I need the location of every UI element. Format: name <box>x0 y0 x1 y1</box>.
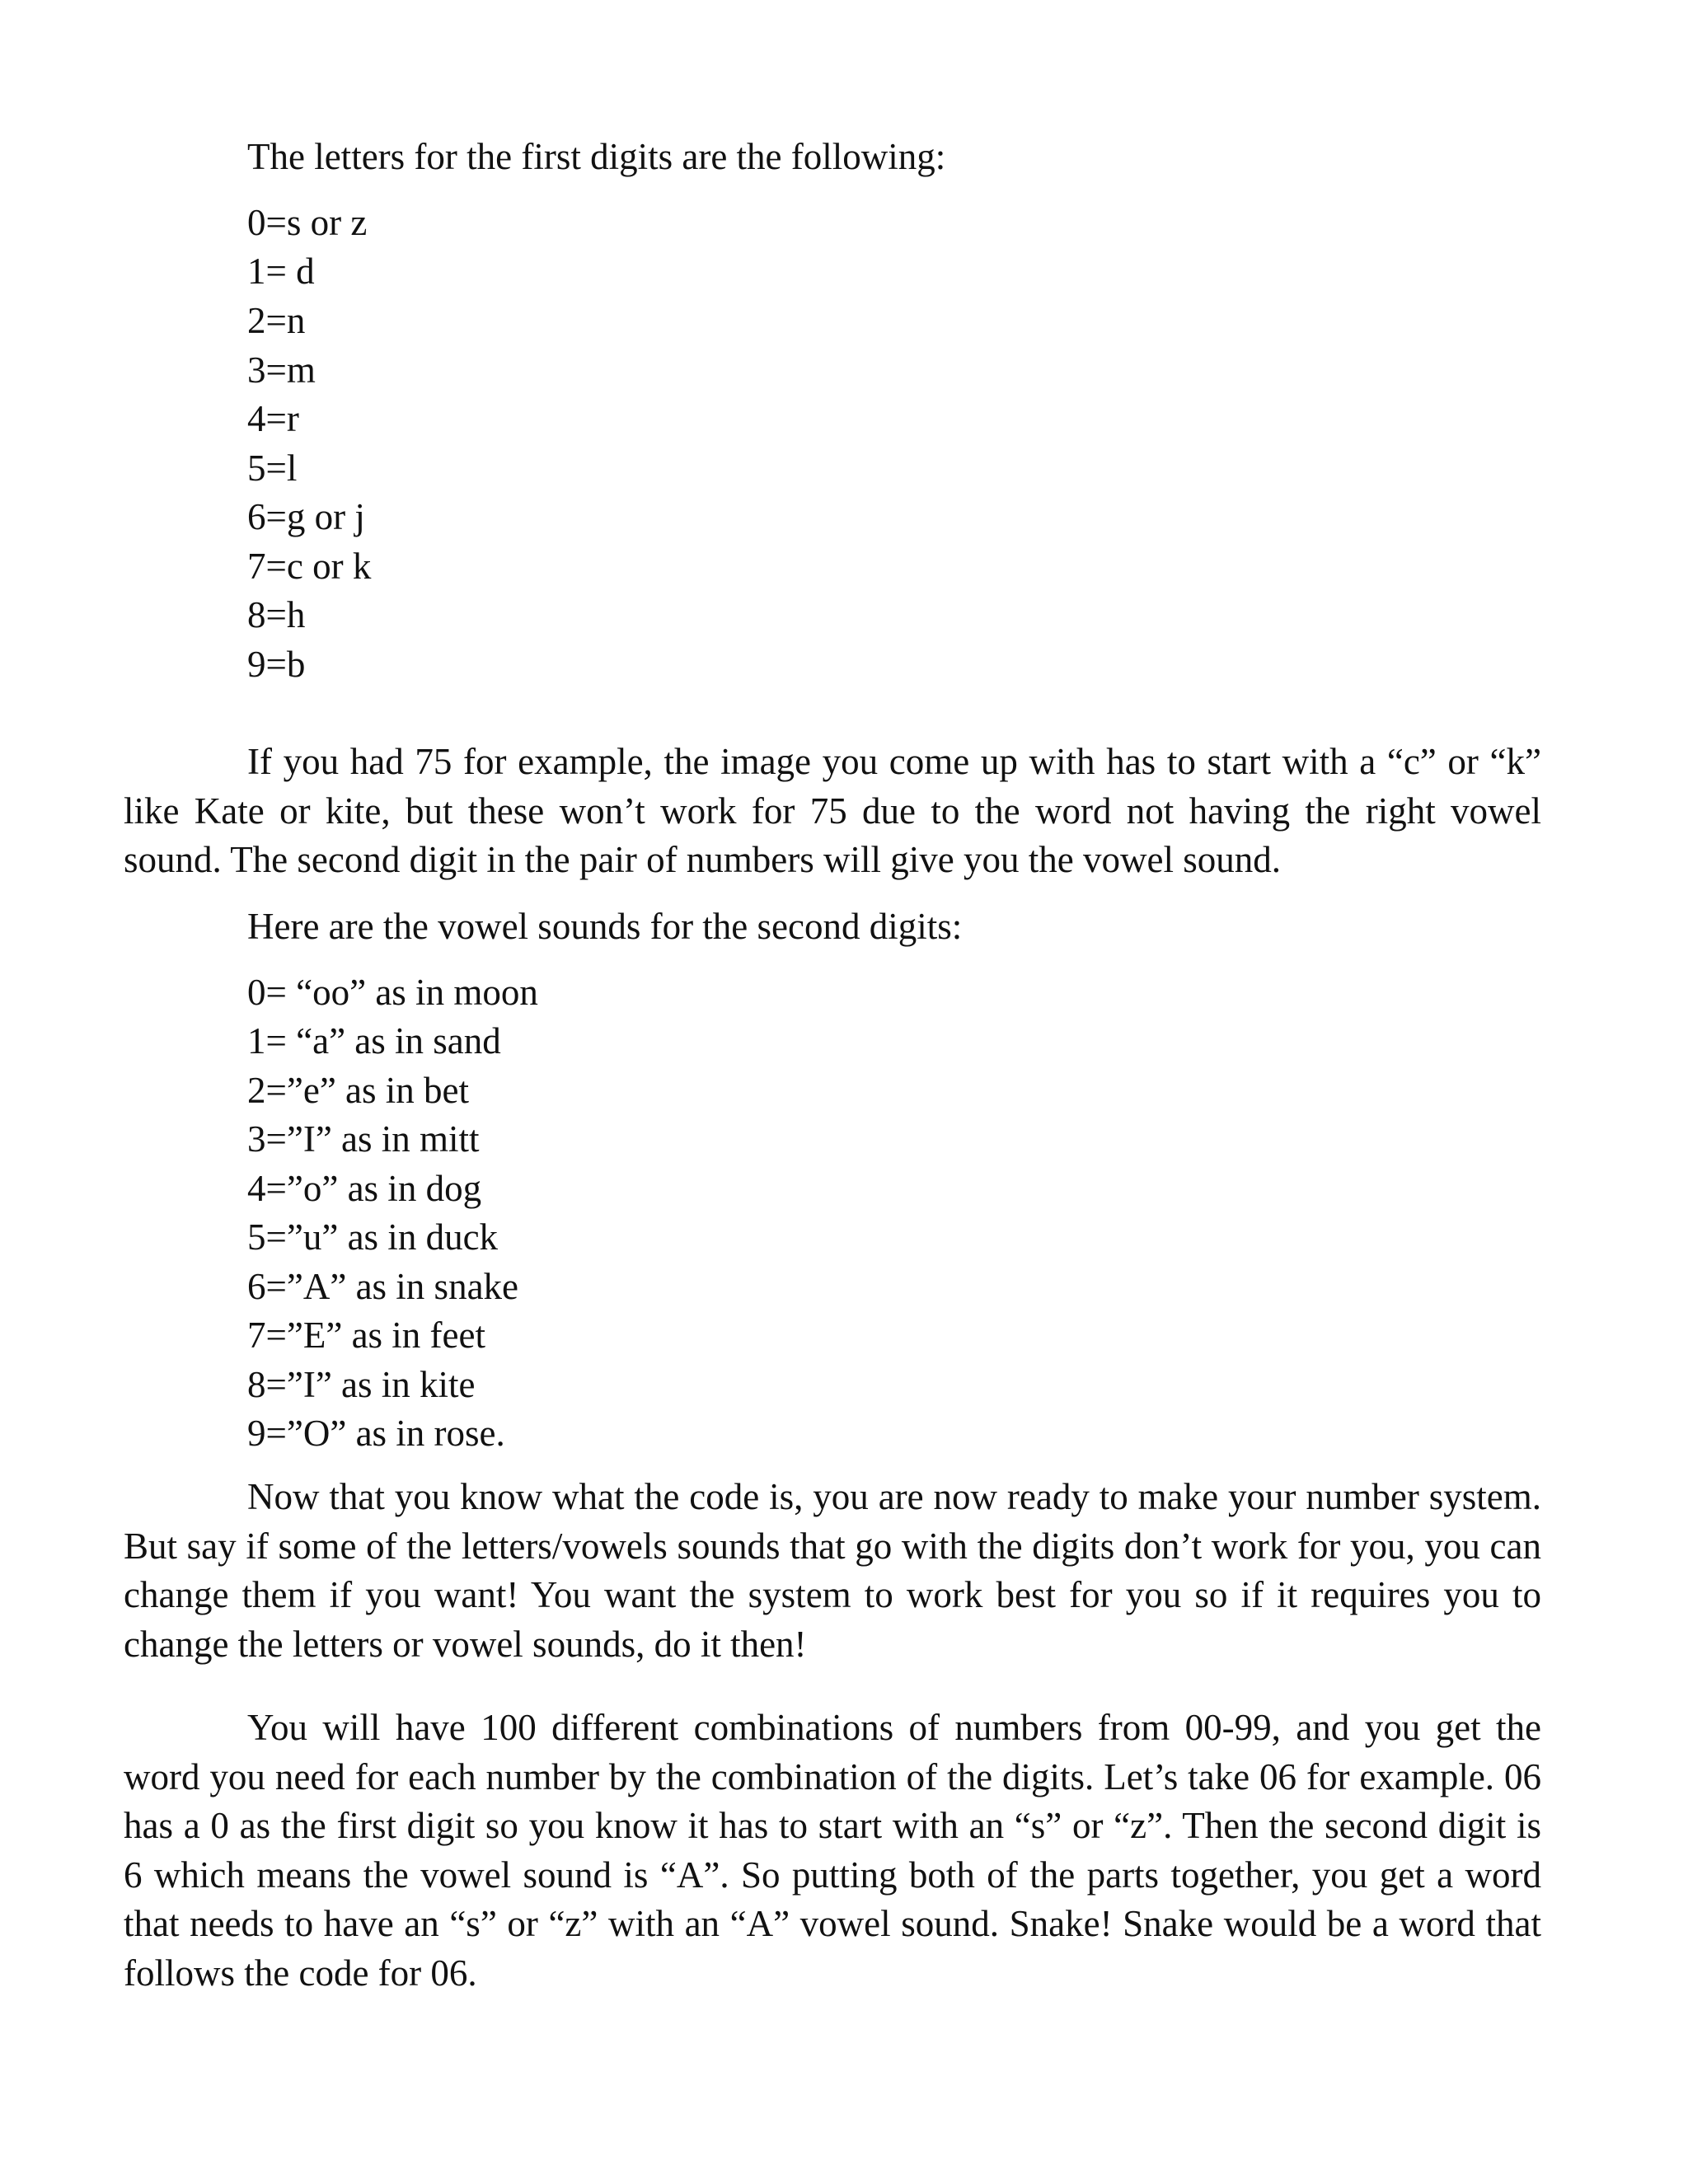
first-digits-intro: The letters for the first digits are the following: <box>247 136 946 177</box>
first-digit-item-1: 1= d <box>247 251 315 292</box>
first-digit-item-4: 4=r <box>247 398 299 439</box>
code-paragraph: Now that you know what the code is, you are now ready to make your number system. But say if some of the letters/vowels sounds that go with the digits don’t work for you, you can change them if you want! You want the system to work best for you so if it requires you to change the letters or vowel sounds, do it then! <box>124 1476 1541 1665</box>
example-paragraph: If you had 75 for example, the image you come up with has to start with a “c” or “k” like Kate or kite, but these won’t work for 75 due to the word not having the right vowel sound. The second digit in the pair of numbers will give you the vowel sound. <box>124 741 1541 880</box>
first-digit-item-9: 9=b <box>247 644 306 685</box>
first-digit-item-3: 3=m <box>247 349 316 391</box>
first-digit-item-0: 0=s or z <box>247 202 368 243</box>
first-digit-item-6: 6=g or j <box>247 496 365 537</box>
second-digit-item-4: 4=”o” as in dog <box>247 1168 482 1209</box>
first-digit-item-2: 2=n <box>247 300 306 341</box>
first-digit-item-7: 7=c or k <box>247 546 372 587</box>
second-digit-item-2: 2=”e” as in bet <box>247 1070 470 1111</box>
second-digit-item-0: 0= “oo” as in moon <box>247 972 538 1013</box>
second-digit-item-7: 7=”E” as in feet <box>247 1315 485 1356</box>
first-digit-item-5: 5=l <box>247 448 298 489</box>
second-digit-item-5: 5=”u” as in duck <box>247 1216 499 1258</box>
second-digit-item-1: 1= “a” as in sand <box>247 1020 501 1062</box>
second-digit-item-9: 9=”O” as in rose. <box>247 1413 505 1454</box>
second-digits-intro: Here are the vowel sounds for the second digits: <box>247 906 963 947</box>
second-digit-item-6: 6=”A” as in snake <box>247 1266 519 1307</box>
second-digit-item-8: 8=”I” as in kite <box>247 1364 476 1405</box>
first-digit-item-8: 8=h <box>247 594 306 635</box>
second-digit-item-3: 3=”I” as in mitt <box>247 1118 480 1160</box>
combinations-paragraph: You will have 100 different combinations of numbers from 00-99, and you get the word you need for each number by the combination of the digits. Let’s take 06 for example. 06 has a 0 as the first digit so you know it has to start with an “s” or “z”. Then the second digit is 6 which means the vowel sound is “A”. So putting both of the parts together, you get a word that needs to have an “s” or “z” with an “A” vowel sound. Snake! Snake would be a word that follows the code for 06. <box>124 1707 1541 1994</box>
